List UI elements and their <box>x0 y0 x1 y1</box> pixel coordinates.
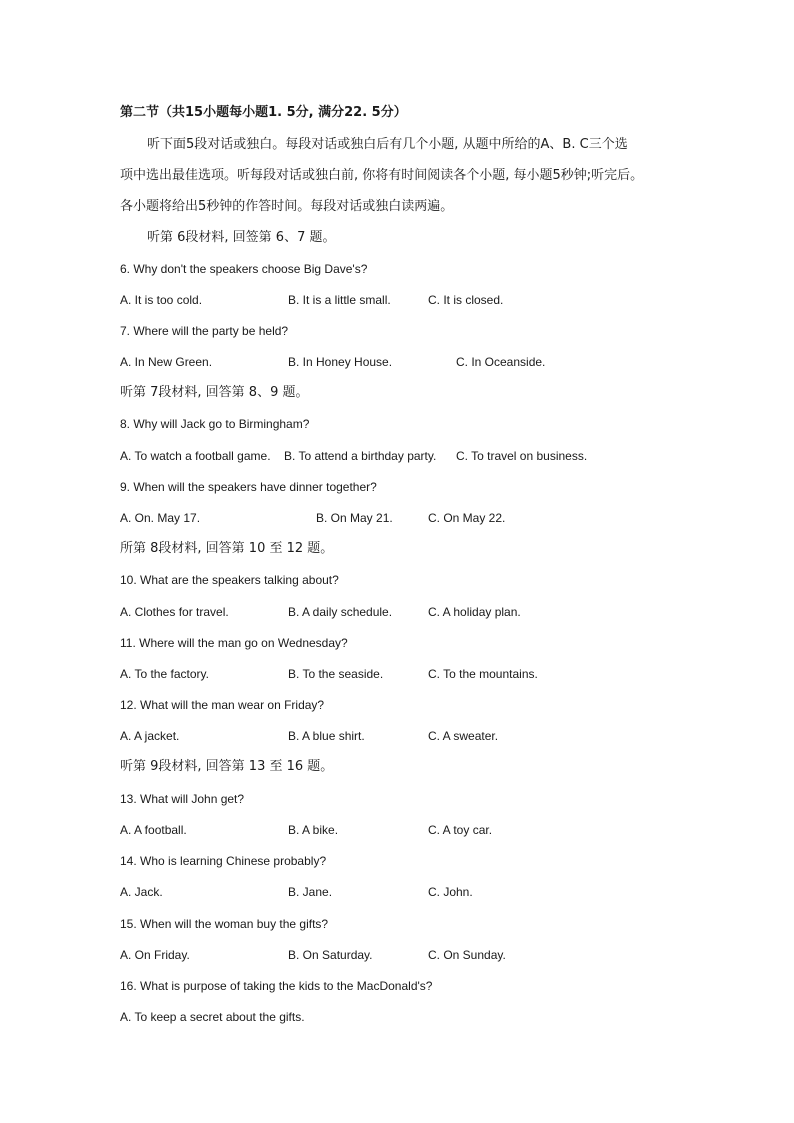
q12-option-b: B. A blue shirt. <box>288 729 365 743</box>
q9-option-c: C. On May 22. <box>428 511 506 525</box>
q15-option-c: C. On Sunday. <box>428 948 506 962</box>
q11-option-c: C. To the mountains. <box>428 667 538 681</box>
q7-option-c: C. In Oceanside. <box>456 355 546 369</box>
q10-option-b: B. A daily schedule. <box>288 605 393 619</box>
question-10: 10. What are the speakers talking about? <box>120 573 339 587</box>
q6-option-a: A. It is too cold. <box>120 293 203 307</box>
intro-line-3: 各小题将给出5秒钟的作答时间。每段对话或独白读两遍。 <box>120 199 454 214</box>
q9-option-b: B. On May 21. <box>316 511 393 525</box>
q8-option-c: C. To travel on business. <box>456 449 588 463</box>
q10-option-a: A. Clothes for travel. <box>120 605 229 619</box>
intro-line-1: 听下面5段对话或独白。每段对话或独白后有几个小题, 从题中所给的A、B. C三个选 <box>147 137 628 152</box>
question-16: 16. What is purpose of taking the kids to the MacDonald's? <box>120 979 433 993</box>
q12-option-c: C. A sweater. <box>428 729 499 743</box>
instruction-8-9: 听第 7段材料, 回答第 8、9 题。 <box>120 385 309 400</box>
q16-option-a: A. To keep a secret about the gifts. <box>120 1010 305 1024</box>
q8-option-a: A. To watch a football game. <box>120 449 271 463</box>
q6-option-b: B. It is a little small. <box>288 293 391 307</box>
intro-line-2: 项中选出最佳选项。听每段对话或独白前, 你将有时间阅读各个小题, 每小题5秒钟;听完后。 <box>120 168 644 183</box>
q7-option-a: A. In New Green. <box>120 355 213 369</box>
question-6: 6. Why don't the speakers choose Big Dave's? <box>120 262 368 276</box>
question-8: 8. Why will Jack go to Birmingham? <box>120 417 310 431</box>
q13-option-b: B. A bike. <box>288 823 339 837</box>
question-12: 12. What will the man wear on Friday? <box>120 698 325 712</box>
q12-option-a: A. A jacket. <box>120 729 180 743</box>
q6-option-c: C. It is closed. <box>428 293 504 307</box>
q11-option-a: A. To the factory. <box>120 667 209 681</box>
question-11: 11. Where will the man go on Wednesday? <box>120 636 348 650</box>
q15-option-b: B. On Saturday. <box>288 948 373 962</box>
question-9: 9. When will the speakers have dinner together? <box>120 480 377 494</box>
q13-option-c: C. A toy car. <box>428 823 493 837</box>
instruction-13-16: 听第 9段材料, 回答第 13 至 16 题。 <box>120 759 334 774</box>
question-13: 13. What will John get? <box>120 792 245 806</box>
q14-option-a: A. Jack. <box>120 885 163 899</box>
question-14: 14. Who is learning Chinese probably? <box>120 854 327 868</box>
q8-option-b: B. To attend a birthday party. <box>284 449 437 463</box>
q14-option-c: C. John. <box>428 885 473 899</box>
q15-option-a: A. On Friday. <box>120 948 190 962</box>
question-15: 15. When will the woman buy the gifts? <box>120 917 329 931</box>
q13-option-a: A. A football. <box>120 823 187 837</box>
q14-option-b: B. Jane. <box>288 885 333 899</box>
instruction-10-12: 所第 8段材料, 回答第 10 至 12 题。 <box>120 541 334 556</box>
section-title: 第二节（共15小题每小题1. 5分, 满分22. 5分） <box>120 105 407 120</box>
q10-option-c: C. A holiday plan. <box>428 605 521 619</box>
instruction-6-7: 听第 6段材料, 回签第 6、7 题。 <box>147 230 336 245</box>
q7-option-b: B. In Honey House. <box>288 355 393 369</box>
q9-option-a: A. On. May 17. <box>120 511 201 525</box>
q11-option-b: B. To the seaside. <box>288 667 384 681</box>
question-7: 7. Where will the party be held? <box>120 324 289 338</box>
